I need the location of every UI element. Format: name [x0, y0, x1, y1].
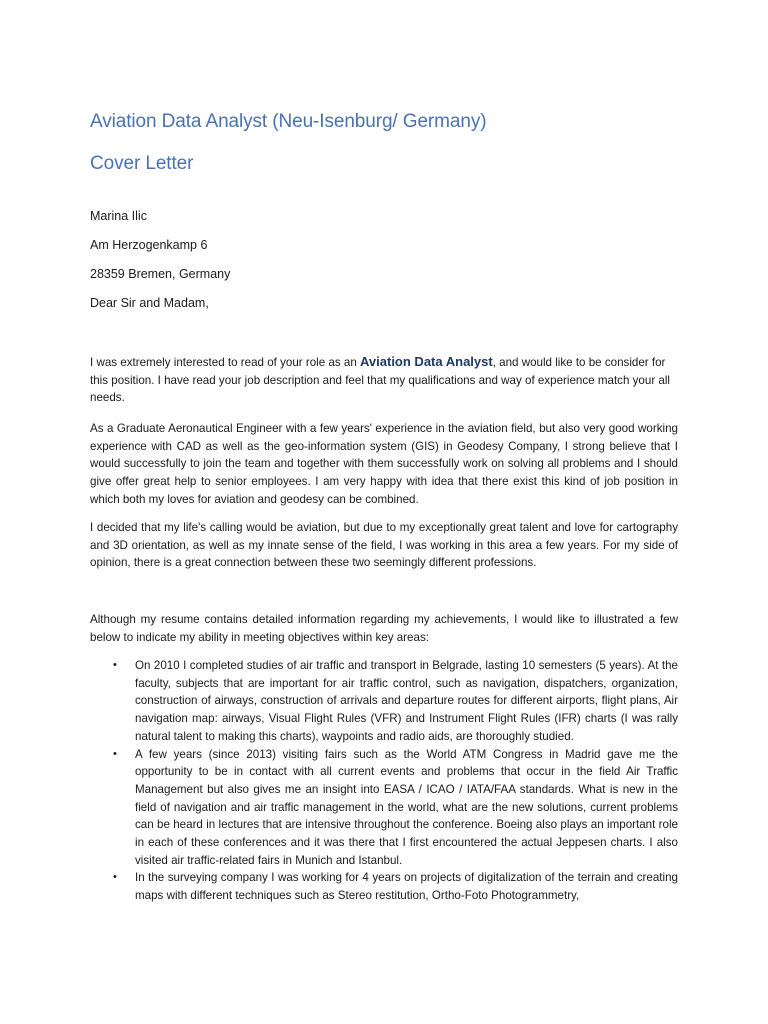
list-item	[90, 657, 678, 746]
achievements-list	[90, 657, 678, 905]
document-subtitle: Cover Letter	[90, 153, 194, 174]
paragraph-intro	[90, 353, 678, 407]
paragraph-achievements-intro: Although my resume contains detailed information regarding my achievements, I would like to illustrated a few below to indicate my ability in meeting objectives within key areas:	[90, 613, 678, 644]
intro-text-after: , and would like to be consider for this position. I have read your job description and feel that my qualifications and way of experience match your all needs.	[90, 356, 671, 405]
paragraph-experience: As a Graduate Aeronautical Engineer with a few years' experience in the aviation field, but also very good working experience with CAD as well as the geo-information system (GIS) in Geodesy Company, I strong believe that I would successfully to join the team and together with them successfully work on solving all problems and I should give offer great help to senior employees. I am very happy with idea that there exist this kind of job position in which both my loves for aviation and geodesy can be combined.	[90, 422, 678, 506]
bullet-icon: •	[113, 659, 117, 671]
list-item-text: In the surveying company I was working for 4 years on projects of digitalization of the terrain and creating maps with different techniques such as Stereo restitution, Ortho-Foto Photogrammetry,	[135, 871, 678, 903]
sender-name: Marina Ilic	[90, 209, 147, 223]
bullet-icon: •	[113, 871, 117, 884]
paragraph-calling: I decided that my life's calling would be aviation, but due to my exceptionally great talent and love for cartography and 3D orientation, as well as my innate sense of the field, I was working in this area a few years. For my side of opinion, there is a great connection between these two seemingly different professions.	[90, 521, 678, 570]
list-item	[90, 746, 678, 870]
bullet-icon: •	[113, 747, 117, 760]
document-title: Aviation Data Analyst (Neu-Isenburg/ Germany)	[90, 111, 487, 132]
intro-text-before: I was extremely interested to read of your role as an	[90, 356, 361, 369]
salutation: Dear Sir and Madam,	[90, 296, 209, 310]
job-title-highlight: Aviation Data Analyst	[360, 354, 493, 369]
sender-city: 28359 Bremen, Germany	[90, 267, 231, 281]
list-item-text: On 2010 I completed studies of air traffic and transport in Belgrade, lasting 10 semesters (5 years). At the faculty, subjects that are important for air traffic control, such as navigation, dispatchers, organization, construction of airways, construction of arrivals and departure routes for different airports, flight plans, Air navigation map: airways, Visual Flight Rules (VFR) and Instrument Flight Rules (IFR) charts (I was rally natural talent to making this charts), waypoints and radio aids, are thoroughly studied.	[135, 659, 678, 743]
list-item-text: A few years (since 2013) visiting fairs such as the World ATM Congress in Madrid gave me the opportunity to be in contact with all current events and problems that occur in the field Air Traffic Management but also gives me an insight into EASA / ICAO / IATA/FAA standards. What is new in the field of navigation and air traffic management in the world, what are the new solutions, current problems can be heard in lectures that are intensive throughout the conference. Boeing also plays an important role in each of these conferences and it was there that I first encountered the actual Jeppesen charts. I also visited air traffic-related fairs in Munich and Istanbul.	[135, 747, 678, 867]
sender-street: Am Herzogenkamp 6	[90, 238, 208, 252]
list-item	[90, 869, 678, 904]
